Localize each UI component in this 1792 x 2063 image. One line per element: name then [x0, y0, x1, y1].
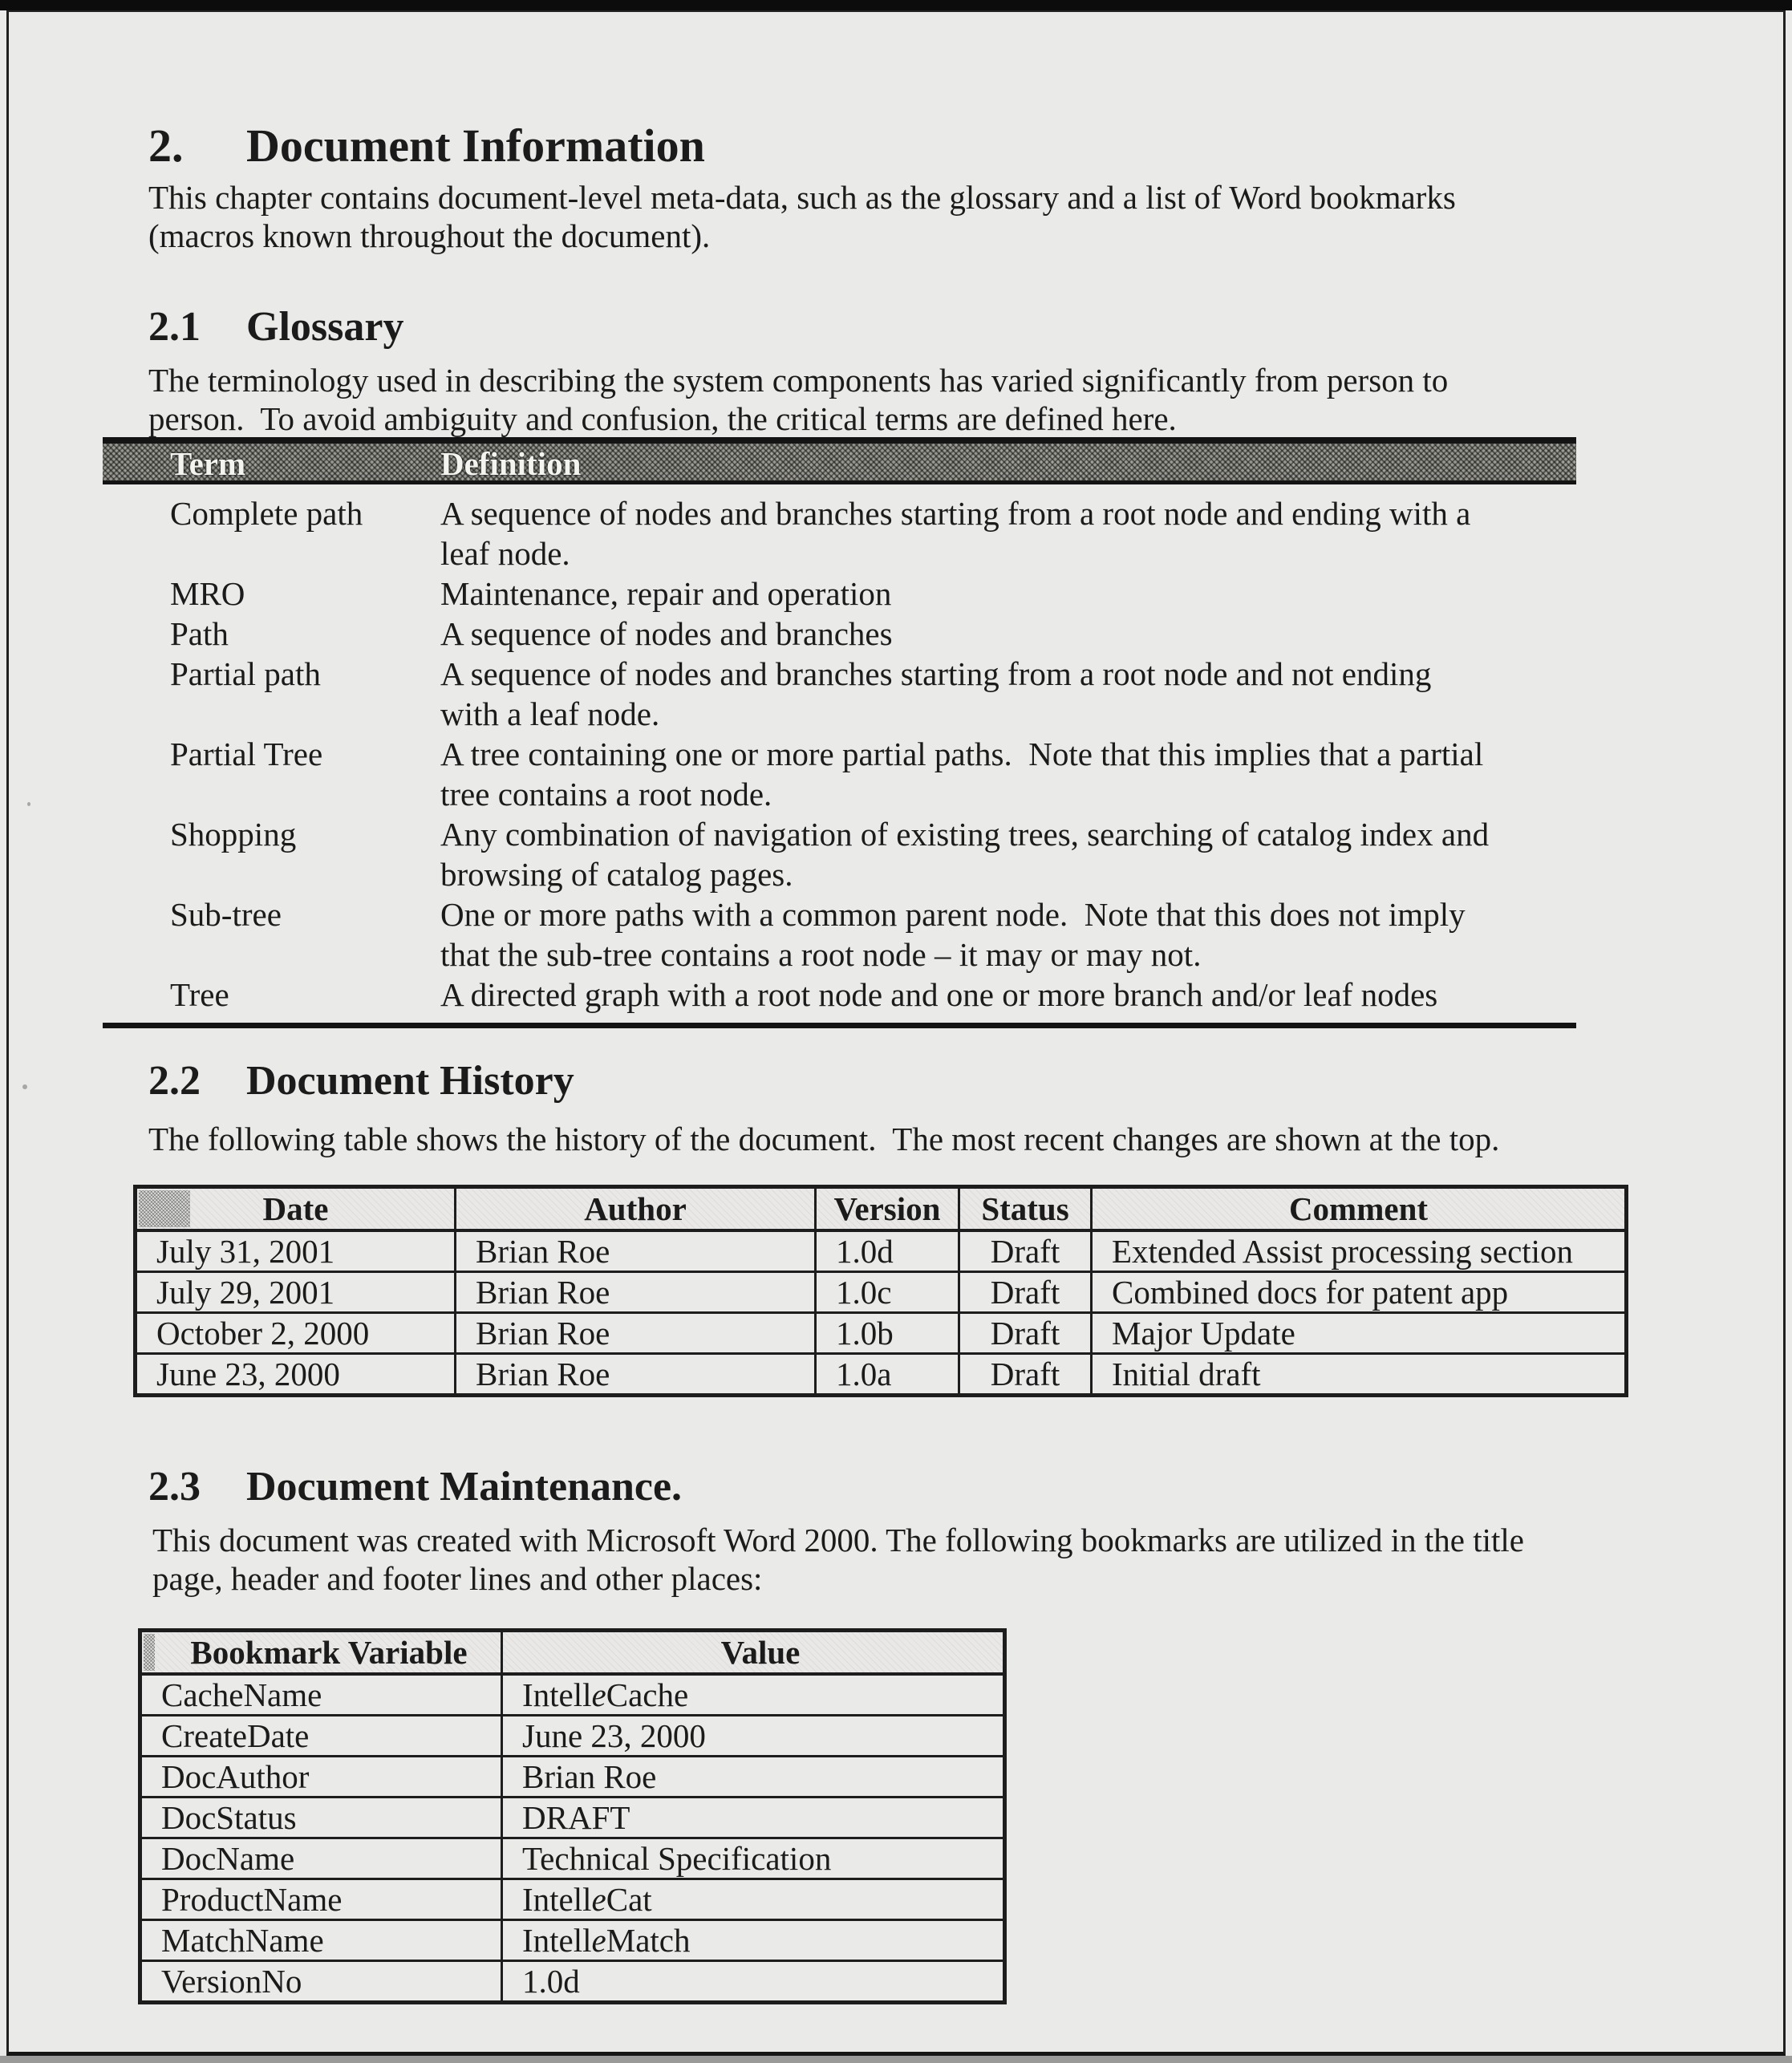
text-line: (macros known throughout the document).	[148, 217, 711, 254]
italic-text-part: e	[591, 1881, 606, 1918]
text-line: tree contains a root node.	[440, 776, 772, 813]
history-cell-status: Draft	[959, 1230, 1092, 1272]
section-number: 2.3	[148, 1464, 201, 1510]
section-title: Document Maintenance.	[246, 1464, 683, 1510]
history-column-header-status	[959, 1188, 1092, 1231]
text-part: Intell	[522, 1881, 592, 1918]
text-line: A directed graph with a root node and one or more branch and/or leaf nodes	[440, 976, 1438, 1013]
italic-text-part: e	[591, 1922, 606, 1959]
bookmark-row	[141, 1838, 1004, 1879]
bookmark-value-cell	[502, 1920, 1004, 1961]
history-rows	[136, 1230, 1626, 1395]
section-2-3-paragraph	[152, 1521, 1524, 1598]
bookmark-row	[141, 1757, 1004, 1798]
scan-edge-top	[0, 0, 1792, 10]
text-line: This chapter contains document-level meta-data, such as the glossary and a list of Word bookmarks	[148, 179, 1456, 216]
glossary-definition-cell	[440, 574, 1576, 614]
text-line: with a leaf node.	[440, 695, 660, 732]
history-cell-date: October 2, 2000	[136, 1313, 456, 1354]
text-line: The terminology used in describing the system components has varied significantly from person to	[148, 362, 1449, 399]
scan-edge-bottom	[0, 2056, 1792, 2063]
bookmark-row	[141, 1920, 1004, 1961]
text-part: Intell	[522, 1676, 592, 1713]
text-part: Cat	[606, 1881, 652, 1918]
section-title: Glossary	[246, 304, 404, 350]
history-column-header-version	[816, 1188, 959, 1231]
history-cell-comment: Extended Assist processing section	[1092, 1230, 1626, 1272]
bookmark-row	[141, 1961, 1004, 2002]
section-2-paragraph	[148, 178, 1456, 255]
text-part: Cache	[606, 1676, 689, 1713]
glossary-row	[103, 493, 1576, 574]
text-line: person. To avoid ambiguity and confusion, the critical terms are defined here.	[148, 400, 1177, 437]
bookmark-column-header-bookmark-variable	[141, 1631, 502, 1675]
text-part: Intell	[522, 1922, 592, 1959]
history-cell-status: Draft	[959, 1272, 1092, 1313]
text-line: leaf node.	[440, 535, 570, 572]
glossary-row	[103, 814, 1576, 894]
bookmark-row	[141, 1674, 1004, 1716]
history-header-row	[136, 1188, 1626, 1231]
history-column-header-author	[456, 1188, 816, 1231]
bookmark-variable-cell: ProductName	[141, 1879, 502, 1920]
scan-noise-dot	[22, 1084, 27, 1089]
glossary-row	[103, 894, 1576, 975]
glossary-term-cell: Partial Tree	[170, 736, 323, 772]
glossary-term-cell: Path	[170, 615, 229, 652]
glossary-definition-cell	[440, 654, 1576, 734]
bookmark-value-cell	[502, 1757, 1004, 1798]
section-title: Document History	[246, 1058, 574, 1104]
scan-noise-dot	[27, 802, 30, 806]
section-number: 2.2	[148, 1058, 201, 1104]
bookmark-variable-cell: VersionNo	[141, 1961, 502, 2002]
glossary-column-header-definition: Definition	[440, 445, 582, 482]
bookmark-value-cell	[502, 1838, 1004, 1879]
glossary-table	[103, 437, 1576, 1028]
text-part: Brian Roe	[522, 1758, 657, 1795]
glossary-term-cell: Shopping	[170, 816, 297, 853]
document-history-table	[135, 1186, 1627, 1396]
glossary-term-cell: Partial path	[170, 655, 321, 692]
text-line: browsing of catalog pages.	[440, 856, 793, 893]
history-cell-version: 1.0d	[816, 1230, 959, 1272]
bookmark-value-cell	[502, 1716, 1004, 1757]
column-header-label: Date	[262, 1190, 329, 1227]
bookmark-row	[141, 1879, 1004, 1920]
history-row	[136, 1230, 1626, 1272]
history-cell-status: Draft	[959, 1354, 1092, 1395]
section-2-1-paragraph	[148, 361, 1448, 438]
text-line: A sequence of nodes and branches starting from a root node and not ending	[440, 655, 1432, 692]
glossary-row	[103, 614, 1576, 654]
history-cell-status: Draft	[959, 1313, 1092, 1354]
text-line: A tree containing one or more partial paths. Note that this implies that a partial	[440, 736, 1484, 772]
history-cell-date: July 29, 2001	[136, 1272, 456, 1313]
glossary-column-header-term: Term	[170, 445, 246, 482]
history-row	[136, 1354, 1626, 1395]
history-column-header-comment	[1092, 1188, 1626, 1231]
column-header-label: Author	[584, 1190, 687, 1227]
history-cell-version: 1.0c	[816, 1272, 959, 1313]
column-header-label: Version	[833, 1190, 941, 1227]
glossary-term-cell: MRO	[170, 575, 245, 612]
history-cell-author: Brian Roe	[456, 1313, 816, 1354]
document-history-table-wrap	[135, 1186, 1627, 1396]
history-cell-author: Brian Roe	[456, 1230, 816, 1272]
bookmark-variable-cell: DocStatus	[141, 1798, 502, 1838]
bookmark-table-wrap	[140, 1630, 1005, 2003]
text-line: This document was created with Microsoft Word 2000. The following bookmarks are utilized in the title	[152, 1522, 1524, 1558]
history-cell-comment: Combined docs for patent app	[1092, 1272, 1626, 1313]
glossary-row	[103, 975, 1576, 1015]
bookmark-row	[141, 1716, 1004, 1757]
text-part: Match	[606, 1922, 691, 1959]
bookmark-value-cell	[502, 1798, 1004, 1838]
bookmark-value-cell	[502, 1961, 1004, 2002]
bookmark-variable-cell: CreateDate	[141, 1716, 502, 1757]
glossary-definition-cell	[440, 814, 1576, 894]
glossary-definition-cell	[440, 894, 1576, 975]
text-line: that the sub-tree contains a root node – it may or may not.	[440, 936, 1202, 973]
history-cell-version: 1.0a	[816, 1354, 959, 1395]
history-cell-author: Brian Roe	[456, 1272, 816, 1313]
column-header-label: Status	[981, 1190, 1069, 1227]
bookmark-value-cell	[502, 1879, 1004, 1920]
text-part: 1.0d	[522, 1963, 580, 2000]
bookmark-column-header-value	[502, 1631, 1004, 1675]
text-part: June 23, 2000	[522, 1717, 706, 1754]
text-line: Maintenance, repair and operation	[440, 575, 892, 612]
glossary-row	[103, 734, 1576, 814]
section-2-2-heading	[148, 1057, 574, 1104]
text-line: One or more paths with a common parent node. Note that this does not imply	[440, 896, 1466, 933]
history-cell-comment: Major Update	[1092, 1313, 1626, 1354]
text-line: Any combination of navigation of existing trees, searching of catalog index and	[440, 816, 1490, 853]
history-row	[136, 1313, 1626, 1354]
glossary-definition-cell	[440, 493, 1576, 574]
bookmark-variable-cell: CacheName	[141, 1674, 502, 1716]
bookmark-variable-cell: MatchName	[141, 1920, 502, 1961]
scan-dither-block	[144, 1634, 155, 1671]
section-2-2-paragraph	[148, 1120, 1499, 1158]
bookmark-variable-cell: DocAuthor	[141, 1757, 502, 1798]
glossary-term-cell: Tree	[170, 976, 229, 1013]
glossary-header-bar	[103, 437, 1576, 484]
bookmark-table	[140, 1630, 1005, 2003]
section-number: 2.1	[148, 304, 201, 350]
text-part: DRAFT	[522, 1799, 630, 1836]
section-title: Document Information	[246, 120, 705, 172]
column-header-label: Comment	[1288, 1190, 1429, 1227]
text-part: Technical Specification	[522, 1840, 832, 1877]
history-cell-date: June 23, 2000	[136, 1354, 456, 1395]
italic-text-part: e	[591, 1676, 606, 1713]
glossary-rows	[103, 484, 1576, 1028]
column-header-label: Bookmark Variable	[190, 1634, 468, 1671]
bookmark-value-cell	[502, 1674, 1004, 1716]
history-cell-version: 1.0b	[816, 1313, 959, 1354]
text-line: A sequence of nodes and branches	[440, 615, 893, 652]
glossary-row	[103, 574, 1576, 614]
history-cell-author: Brian Roe	[456, 1354, 816, 1395]
section-number: 2.	[148, 120, 184, 172]
text-line: page, header and footer lines and other places:	[152, 1560, 763, 1597]
scan-dither-block	[139, 1190, 190, 1227]
section-2-heading	[148, 119, 705, 172]
glossary-definition-cell	[440, 975, 1576, 1015]
column-header-label: Value	[720, 1634, 801, 1671]
bookmark-row	[141, 1798, 1004, 1838]
glossary-definition-cell	[440, 734, 1576, 814]
text-line: A sequence of nodes and branches starting from a root node and ending with a	[440, 495, 1471, 532]
glossary-row	[103, 654, 1576, 734]
history-cell-comment: Initial draft	[1092, 1354, 1626, 1395]
history-column-header-date	[136, 1188, 456, 1231]
section-2-3-heading	[148, 1463, 682, 1510]
bookmark-variable-cell: DocName	[141, 1838, 502, 1879]
glossary-term-cell: Sub-tree	[170, 896, 282, 933]
bookmark-rows	[141, 1674, 1004, 2002]
glossary-term-cell: Complete path	[170, 495, 363, 532]
text-line: The following table shows the history of the document. The most recent changes are shown at the top.	[148, 1121, 1500, 1157]
section-2-1-heading	[148, 303, 403, 351]
bookmark-header-row	[141, 1631, 1004, 1675]
history-row	[136, 1272, 1626, 1313]
glossary-definition-cell	[440, 614, 1576, 654]
history-cell-date: July 31, 2001	[136, 1230, 456, 1272]
